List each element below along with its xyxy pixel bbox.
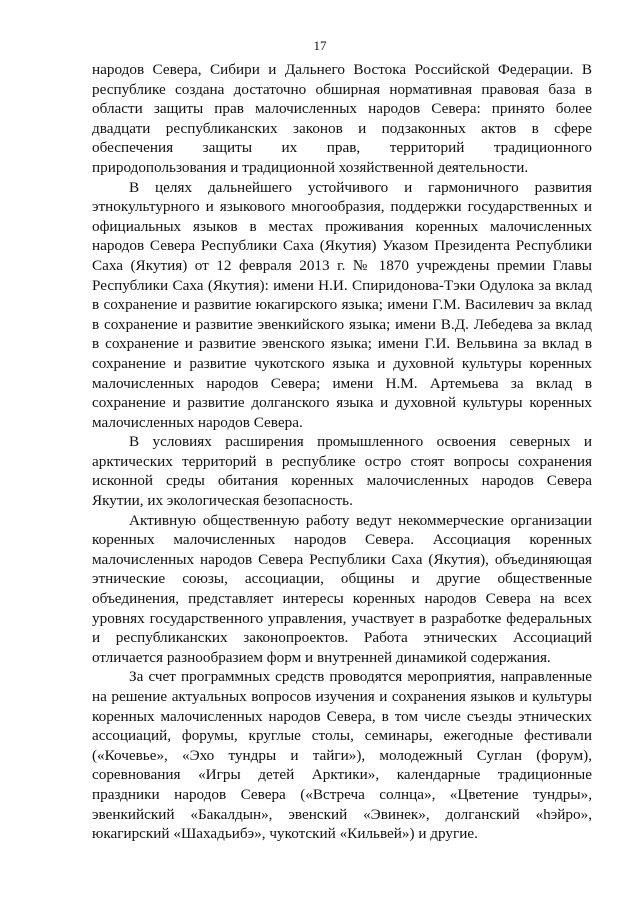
page-number: 17 — [313, 38, 327, 53]
paragraph-industrial-development: В условиях расширения промышленного освоения северных и арктических территорий в республике остро стоят вопросы сохранения исконной среды обитания коренных малочисленных народов Севера Якутии, их экологическая безопасность. — [92, 433, 592, 510]
paragraph-public-organizations: Активную общественную работу ведут некоммерческие организации коренных малочисленных народов Севера. Ассоциация коренных малочисленных народов Севера Республики Саха (Якутия), объединяющая этнические союзы, ассоциации, общины и другие общественные объединения, представляет интересы коренных народов Севера на всех уровнях государственного управления, участвует в разработке федеральных и республиканских законопроектов. Работа этнических Ассоциаций отличается разнообразием форм и внутренней динамикой содержания. — [92, 511, 592, 666]
paragraph-program-events: За счет программных средств проводятся мероприятия, направленные на решение актуальных вопросов изучения и сохранения языков и культуры коренных малочисленных народов Севера, в том числе съезды этнических ассоциаций, форумы, круглые столы, семинары, ежегодные фестивали («Кочевье», «Эхо тундры и тайги»), молодежный Суглан (форум), соревнования «Игры детей Арктики», календарные традиционные праздники народов Севера («Встреча солнца», «Цветение тундры», эвенкийский «Бакалдын», эвенский «Эвинек», долганский «hэйро», юкагирский «Шахадьибэ», чукотский «Кильвей») и другие. — [92, 668, 592, 843]
document-body — [92, 60, 592, 844]
paragraph-continuation: народов Севера, Сибири и Дальнего Востока Российской Федерации. В республике создана достаточно обширная нормативная правовая база в области защиты прав малочисленных народов Севера: принято более двадцати республиканских законов и подзаконных актов в сфере обеспечения защиты их прав, территорий традиционного природопользования и традиционной хозяйственной деятельности. — [92, 61, 592, 176]
paragraph-awards: В целях дальнейшего устойчивого и гармоничного развития этнокультурного и языкового многообразия, поддержки государственных и официальных языков в местах проживания коренных малочисленных народов Севера Республики Саха (Якутия) Указом Президента Республики Саха (Якутия) от 12 февраля 2013 г. № 1870 учреждены премии Главы Республики Саха (Якутия): имени Н.И. Спиридонова-Тэки Одулока за вклад в сохранение и развитие юкагирского языка; имени Г.М. Василевич за вклад в сохранение и развитие эвенкийского языка; имени В.Д. Лебедева за вклад в сохранение и развитие эвенского языка; имени Г.И. Вельвина за вклад в сохранение и развитие чукотского языка и духовной культуры коренных малочисленных народов Севера; имени Н.М. Артемьева за вклад в сохранение и развитие долганского языка и духовной культуры коренных малочисленных народов Севера. — [92, 178, 592, 431]
